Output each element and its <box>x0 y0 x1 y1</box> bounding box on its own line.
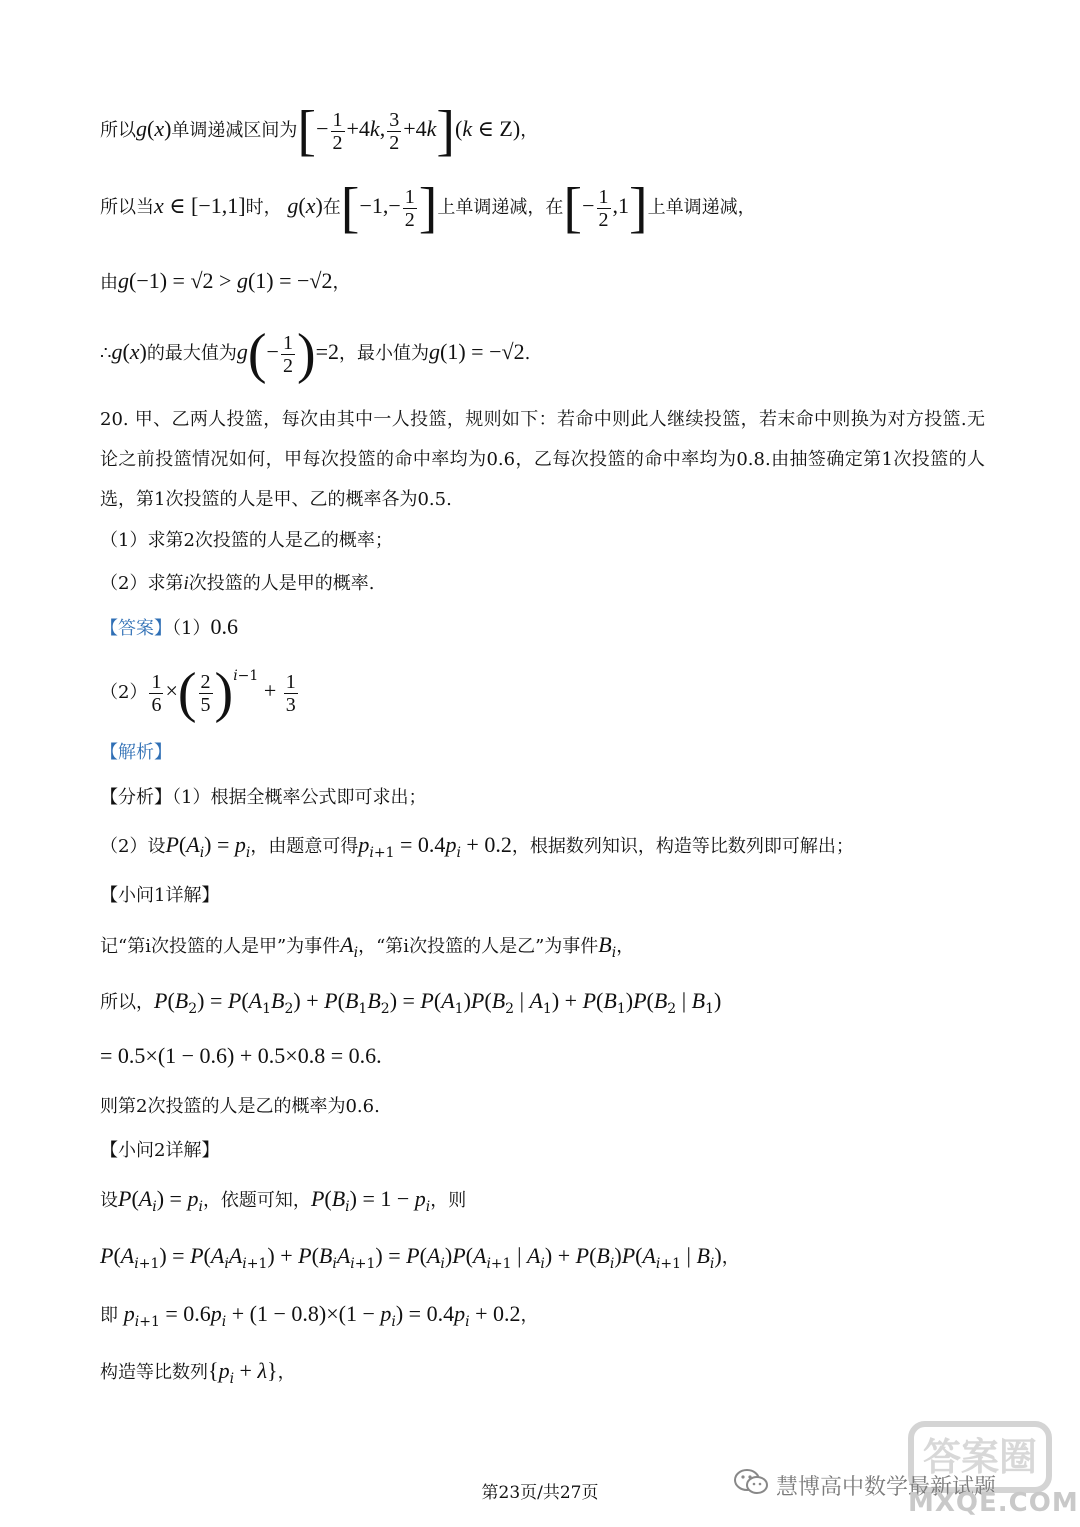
problem-number: 20. <box>100 409 129 430</box>
answer-1: 【答案】（1）0.6 <box>100 614 238 639</box>
analysis-tag: 【解析】 <box>100 742 172 763</box>
sub1-line-3: = 0.5×(1 − 0.6) + 0.5×0.8 = 0.6. <box>100 1043 382 1068</box>
line-monotonic-interval: 所以g(x)单调递减区间为[− $\frac{1}{2}$ +4k, $\frac{3}{2}$ +4k](k ∈ Z)， <box>100 100 539 162</box>
fenxi-line-2: （2）设$P(A_i) = p_i$，由题意可得$p_{i+1} = 0.4p_i + 0.2$，根据数列知识，构造等比数列即可解出； <box>100 832 854 861</box>
sub1-line-2: 所以，$P(B_2) = P(A_1B_2) + P(B_1B_2) = P(A_1)P(B_2$ | $A_1) + P(B_1)P(B_2$ | $B_1$) <box>100 988 722 1017</box>
line-interval-decrease: 所以当x ∈ [−1,1]时， g(x)在[−1,− $\frac{1}{2}$ ]上单调递减，在[− $\frac{1}{2}$ ,1]上单调递减， <box>100 177 756 239</box>
sub1-heading: 【小问1详解】 <box>100 885 220 906</box>
question-1: （1）求第2次投篮的人是乙的概率； <box>100 530 393 551</box>
line-max-min: ∴g(x)的最大值为g(− $\frac{1}{2}$ )=2，最小值为g(1) = −√2. <box>100 323 531 385</box>
sub1-line-1: 记“第i次投篮的人是甲”为事件$A_i$，“第i次投篮的人是乙”为事件$B_i$， <box>100 932 635 961</box>
sub2-line-4: 构造等比数列$\{p_i + \lambda\}$， <box>100 1358 296 1387</box>
svg-text:答案圈: 答案圈 <box>922 1435 1038 1479</box>
answer-tag: 【答案】 <box>100 618 172 639</box>
question-2: （2）求第i次投篮的人是甲的概率. <box>100 573 375 594</box>
sub2-heading: 【小问2详解】 <box>100 1140 220 1161</box>
line-compare: 由g(−1) = √2 > g(1) = −√2， <box>100 268 351 293</box>
fenxi-line-1: 【分析】（1）根据全概率公式即可求出； <box>100 787 427 808</box>
problem-statement: 20. 甲、乙两人投篮，每次由其中一人投篮，规则如下：若命中则此人继续投篮，若末命中则换为对方投篮.无论之前投篮情况如何，甲每次投篮的命中率均为0.6，乙每次投篮的命中率均为0.8.由抽签确定第1次投篮的人选，第1次投篮的人是甲、乙的概率各为0.5. <box>100 409 985 510</box>
answer-2: （2） $\frac{1}{6}$ ×( $\frac{2}{5}$ )$^{i-1}$ + $\frac{1}{3}$ <box>100 662 296 724</box>
page-number: 第23页/共27页 <box>481 1483 599 1503</box>
sub2-line-3: 即 $p_{i+1} = 0.6p_i + (1 - 0.8)\times(1 - p_i) = 0.4p_i + 0.2$， <box>100 1301 539 1330</box>
sub1-line-4: 则第2次投篮的人是乙的概率为0.6. <box>100 1096 380 1117</box>
wechat-account-watermark: 慧博高中数学最新试题 <box>776 1475 997 1500</box>
sub2-line-2: $P(A_{i+1}) = P(A_iA_{i+1}) + P(B_iA_{i+1}) = P(A_i)P(A_{i+1}$ | $A_i) + P(B_i)P(A_{i+1}$ | $B_i$)， <box>100 1243 740 1272</box>
site-watermark: MXQE.COM <box>908 1488 1079 1518</box>
sub2-line-1: 设$P(A_i) = p_i$，依题可知，$P(B_i) = 1 - p_i$，则 <box>100 1186 467 1215</box>
math-g-x: g <box>136 116 147 141</box>
